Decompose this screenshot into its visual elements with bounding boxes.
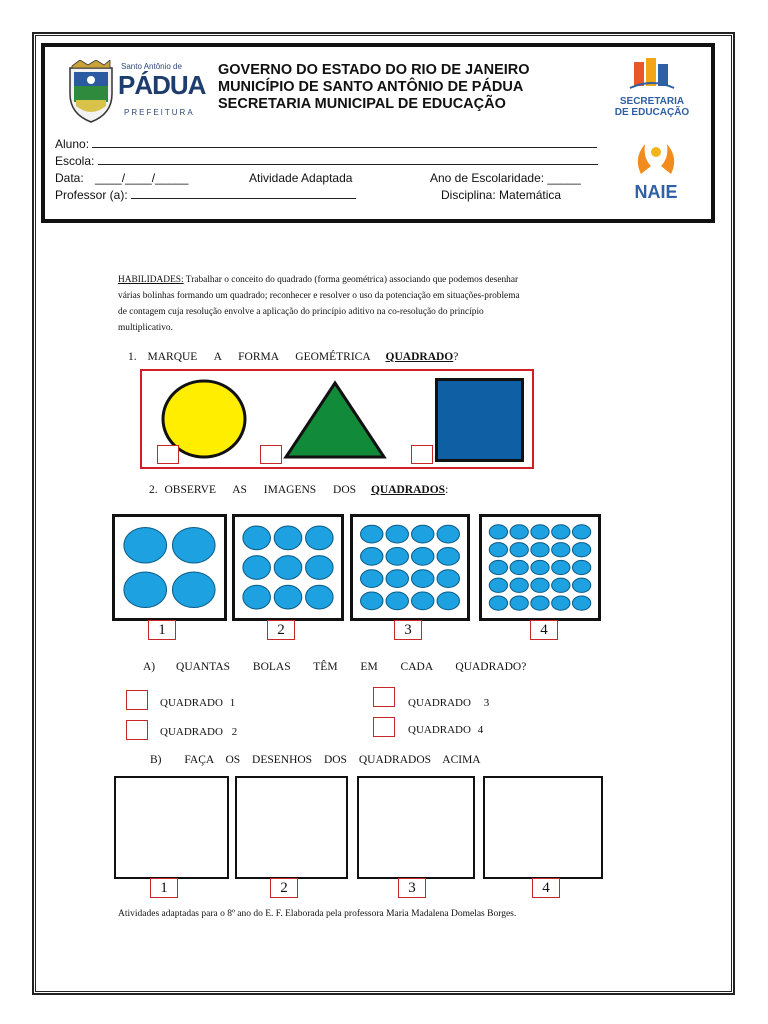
blue-dot: [412, 592, 434, 610]
square-checkbox[interactable]: [411, 445, 433, 464]
data-row: [55, 171, 188, 185]
drawing-square-3[interactable]: [357, 776, 475, 879]
blue-dot: [172, 527, 215, 563]
dot-square-4: [479, 514, 601, 621]
gov-line-1: GOVERNO DO ESTADO DO RIO DE JANEIRO: [218, 62, 530, 78]
blue-dot: [437, 592, 459, 610]
question-2-number: 2.: [149, 484, 158, 496]
blue-dot: [552, 560, 570, 574]
blue-dot: [572, 543, 590, 557]
data-field[interactable]: ____/____/_____: [95, 171, 189, 185]
question-2-suffix: :: [445, 484, 449, 496]
professor-row: [55, 188, 356, 202]
blue-dot: [489, 560, 507, 574]
data-label: Data:: [55, 171, 84, 185]
question-a-label: A): [143, 661, 156, 673]
answer-2-checkbox[interactable]: [126, 720, 148, 740]
drawing-square-4[interactable]: [483, 776, 603, 879]
question-b-label: B): [150, 754, 162, 766]
drawing-square-1[interactable]: [114, 776, 229, 879]
padua-logo: [66, 60, 206, 126]
blue-dot: [531, 596, 549, 610]
answer-1-checkbox[interactable]: [126, 690, 148, 710]
answer-3-checkbox[interactable]: [373, 687, 395, 707]
question-a-text: QUANTAS BOLAS TÊM EM CADA QUADRADO?: [176, 661, 527, 673]
blue-dot: [386, 525, 408, 543]
question-1-title: [128, 351, 458, 363]
professor-label: Professor (a):: [55, 188, 128, 202]
blue-dot: [531, 578, 549, 592]
blue-dot: [361, 525, 383, 543]
blue-dot: [274, 526, 302, 550]
drawing-number-4: 4: [532, 878, 560, 898]
secretaria-logo-line2: DE EDUCAÇÃO: [614, 107, 690, 118]
skills-text: Trabalhar o conceito do quadrado (forma geométrica) associando que podemos desenhar várias bolinhas formando um quadrado; reconhecer e resolver o uso da potenciação em situações-problema de contagem cuja resolução envolve a aplicação do princípio aditivo na co-resolução do princípio multiplicativo.: [118, 275, 520, 333]
blue-dot: [437, 547, 459, 565]
gov-line-3: SECRETARIA MUNICIPAL DE EDUCAÇÃO: [218, 96, 506, 112]
blue-dot: [510, 596, 528, 610]
blue-dot: [552, 543, 570, 557]
triangle-shape: [283, 380, 387, 460]
blue-dot: [510, 543, 528, 557]
blue-dot: [572, 560, 590, 574]
dot-square-3: [350, 514, 470, 621]
blue-dot: [386, 592, 408, 610]
blue-dot: [172, 572, 215, 608]
dot-square-2: [232, 514, 344, 621]
blue-dot: [489, 578, 507, 592]
escola-field[interactable]: [98, 154, 598, 165]
blue-dot: [274, 585, 302, 609]
answer-1-label: QUADRADO 1: [160, 697, 236, 709]
drawing-square-2[interactable]: [235, 776, 348, 879]
blue-dot: [243, 556, 271, 580]
blue-dot: [124, 572, 167, 608]
blue-dot: [306, 526, 334, 550]
footer-note: Atividades adaptadas para o 8º ano do E. F. Elaborada pela professora Maria Madalena Domelas Borges.: [118, 909, 517, 919]
question-b-text: FAÇA OS DESENHOS DOS QUADRADOS ACIMA: [184, 754, 481, 766]
blue-dot: [489, 525, 507, 539]
blue-dot: [572, 578, 590, 592]
logo-top-text: Santo Antônio de: [121, 62, 182, 71]
answer-4-label: QUADRADO 4: [408, 724, 484, 736]
ano-escolaridade-field[interactable]: Ano de Escolaridade: _____: [430, 171, 581, 185]
question-2-emphasis: QUADRADOS: [370, 484, 446, 496]
square-number-4: 4: [530, 620, 558, 640]
blue-dot: [361, 570, 383, 588]
answer-2-label: QUADRADO 2: [160, 726, 238, 738]
blue-dot: [489, 596, 507, 610]
question-1-emphasis: QUADRADO: [385, 351, 454, 363]
answer-4-checkbox[interactable]: [373, 717, 395, 737]
blue-dot: [531, 543, 549, 557]
question-2-text: OBSERVE AS IMAGENS DOS: [164, 484, 357, 496]
blue-dot: [386, 547, 408, 565]
dot-square-1: [112, 514, 227, 621]
escola-row: [55, 154, 598, 168]
square-number-1: 1: [148, 620, 176, 640]
blue-dot: [412, 547, 434, 565]
skills-title: HABILIDADES:: [118, 275, 184, 285]
disciplina-label: Disciplina: Matemática: [441, 188, 562, 202]
question-1-number: 1.: [128, 351, 137, 363]
blue-dot: [552, 578, 570, 592]
question-2-title: [149, 484, 448, 496]
blue-dot: [489, 543, 507, 557]
naie-logo-text: NAIE: [634, 182, 678, 202]
question-b-title: [150, 754, 481, 766]
blue-dot: [361, 547, 383, 565]
aluno-field[interactable]: [92, 137, 597, 148]
blue-dot: [437, 525, 459, 543]
logo-sub-text: PREFEITURA: [124, 108, 195, 117]
secretaria-logo-line1: SECRETARIA: [619, 96, 685, 107]
blue-dot: [572, 525, 590, 539]
drawing-number-2: 2: [270, 878, 298, 898]
question-1-text: MARQUE A FORMA GEOMÉTRICA: [147, 351, 371, 363]
circle-checkbox[interactable]: [157, 445, 179, 464]
blue-dot: [572, 596, 590, 610]
blue-dot: [243, 526, 271, 550]
square-shape: [435, 378, 524, 462]
blue-dot: [531, 525, 549, 539]
question-a-title: [143, 661, 526, 673]
blue-dot: [274, 556, 302, 580]
blue-dot: [306, 556, 334, 580]
blue-dot: [437, 570, 459, 588]
blue-dot: [412, 570, 434, 588]
blue-dot: [124, 527, 167, 563]
square-number-2: 2: [267, 620, 295, 640]
book-icon: [622, 56, 682, 92]
atividade-label: Atividade Adaptada: [249, 171, 353, 185]
skills-paragraph: [118, 272, 523, 336]
naie-hands-icon: [631, 138, 681, 178]
drawing-number-3: 3: [398, 878, 426, 898]
blue-dot: [531, 560, 549, 574]
blue-dot: [510, 560, 528, 574]
blue-dot: [306, 585, 334, 609]
blue-dot: [386, 570, 408, 588]
blue-dot: [361, 592, 383, 610]
aluno-label: Aluno:: [55, 137, 90, 151]
square-number-3: 3: [394, 620, 422, 640]
gov-line-2: MUNICÍPIO DE SANTO ANTÔNIO DE PÁDUA: [218, 79, 524, 95]
professor-field[interactable]: [131, 188, 356, 199]
blue-dot: [412, 525, 434, 543]
escola-label: Escola:: [55, 154, 95, 168]
blue-dot: [510, 578, 528, 592]
blue-dot: [552, 596, 570, 610]
blue-dot: [243, 585, 271, 609]
secretaria-logo: [614, 56, 690, 126]
answer-3-label: QUADRADO 3: [408, 697, 490, 709]
logo-main-text: PÁDUA: [118, 70, 206, 100]
triangle-checkbox[interactable]: [260, 445, 282, 464]
aluno-row: [55, 137, 597, 151]
blue-dot: [552, 525, 570, 539]
question-1-suffix: ?: [453, 351, 459, 363]
blue-dot: [510, 525, 528, 539]
drawing-number-1: 1: [150, 878, 178, 898]
naie-logo: [624, 138, 688, 210]
